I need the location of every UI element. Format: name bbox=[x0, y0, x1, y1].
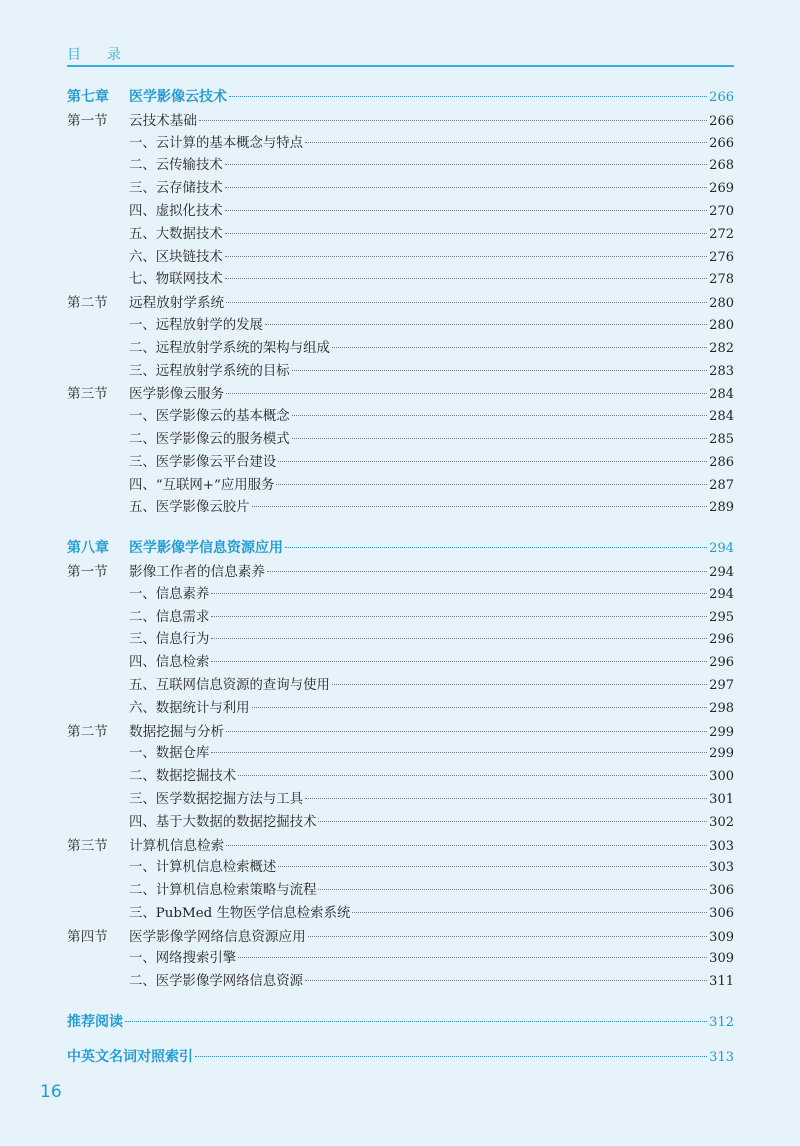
section-number: 第一节 bbox=[67, 112, 108, 129]
recommended-reading-entry[interactable] bbox=[67, 1011, 734, 1034]
section-entry[interactable] bbox=[67, 291, 734, 314]
item-label: 二、数据挖掘技术 bbox=[129, 769, 237, 785]
dot-leader bbox=[352, 911, 707, 913]
toc-item[interactable] bbox=[67, 246, 734, 269]
page-ref: 268 bbox=[709, 158, 734, 174]
toc-item[interactable] bbox=[67, 628, 734, 651]
chapter-title: 医学影像云技术 bbox=[129, 89, 227, 105]
page-ref: 294 bbox=[709, 564, 734, 580]
section-entry[interactable] bbox=[67, 720, 734, 743]
item-label: 三、医学数据挖掘方法与工具 bbox=[129, 791, 304, 807]
chapter-spacer bbox=[67, 1034, 734, 1046]
header-rule bbox=[67, 65, 734, 67]
page-ref: 266 bbox=[709, 90, 734, 105]
toc-item[interactable] bbox=[67, 879, 734, 902]
toc-item[interactable] bbox=[67, 583, 734, 606]
section-number: 第二节 bbox=[67, 723, 108, 740]
section-number: 第三节 bbox=[67, 386, 108, 403]
dot-leader bbox=[225, 255, 707, 257]
page-ref: 280 bbox=[709, 296, 734, 312]
dot-leader bbox=[225, 232, 707, 234]
page-ref: 299 bbox=[709, 746, 734, 762]
dot-leader bbox=[211, 637, 707, 639]
chapter-spacer bbox=[67, 519, 734, 537]
page-ref: 286 bbox=[709, 454, 734, 470]
page-ref: 299 bbox=[709, 724, 734, 740]
toc-item[interactable] bbox=[67, 742, 734, 765]
item-label: 四、基于大数据的数据挖掘技术 bbox=[129, 814, 317, 830]
item-label: 一、信息素养 bbox=[129, 586, 210, 602]
dot-leader bbox=[226, 301, 707, 303]
dot-leader bbox=[318, 888, 707, 890]
chapter-title: 医学影像学信息资源应用 bbox=[129, 540, 283, 557]
page-ref: 270 bbox=[709, 203, 734, 219]
dot-leader bbox=[195, 1055, 707, 1057]
dot-leader bbox=[225, 209, 707, 211]
dot-leader bbox=[226, 730, 707, 732]
section-entry[interactable] bbox=[67, 925, 734, 948]
page-ref: 311 bbox=[709, 974, 734, 990]
page-ref: 301 bbox=[709, 791, 734, 807]
chapter-number: 第七章 bbox=[67, 89, 109, 105]
toc-item[interactable] bbox=[67, 428, 734, 451]
dot-leader bbox=[305, 979, 707, 981]
dot-leader bbox=[252, 505, 708, 507]
page-ref: 284 bbox=[709, 387, 734, 403]
toc-item[interactable] bbox=[67, 674, 734, 697]
page-ref: 313 bbox=[709, 1049, 734, 1065]
toc-item[interactable] bbox=[67, 200, 734, 223]
header-word-2: 录 bbox=[107, 47, 121, 63]
dot-leader bbox=[226, 392, 707, 394]
toc-item[interactable] bbox=[67, 811, 734, 834]
item-label: 二、远程放射学系统的架构与组成 bbox=[129, 340, 330, 356]
section-title: 医学影像学网络信息资源应用 bbox=[129, 928, 306, 945]
dot-leader bbox=[292, 369, 707, 371]
dot-leader bbox=[211, 751, 707, 753]
toc-item[interactable] bbox=[67, 268, 734, 291]
toc-item[interactable] bbox=[67, 337, 734, 360]
dot-leader bbox=[238, 956, 707, 958]
dot-leader bbox=[305, 141, 707, 143]
chapter-8-entry[interactable] bbox=[67, 537, 734, 560]
dot-leader bbox=[211, 660, 707, 662]
item-label: 一、远程放射学的发展 bbox=[129, 317, 263, 333]
dot-leader bbox=[226, 844, 707, 846]
item-label: 六、区块链技术 bbox=[129, 249, 223, 265]
chapter-spacer bbox=[67, 993, 734, 1011]
running-header bbox=[67, 44, 734, 66]
section-number: 第三节 bbox=[67, 837, 108, 854]
dot-leader bbox=[252, 706, 708, 708]
item-label: 三、云存储技术 bbox=[129, 181, 223, 197]
item-label: 五、互联网信息资源的查询与使用 bbox=[129, 677, 330, 693]
page-ref: 303 bbox=[709, 860, 734, 876]
toc-item[interactable] bbox=[67, 223, 734, 246]
dot-leader bbox=[278, 460, 707, 462]
item-label: 二、计算机信息检索策略与流程 bbox=[129, 883, 317, 899]
dot-leader bbox=[332, 683, 707, 685]
dot-leader bbox=[267, 570, 707, 572]
item-label: 二、医学影像云的服务模式 bbox=[129, 431, 290, 447]
section-entry[interactable] bbox=[67, 109, 734, 132]
recommended-reading-title: 推荐阅读 bbox=[67, 1014, 123, 1031]
item-label: 三、信息行为 bbox=[129, 632, 210, 648]
toc-item[interactable] bbox=[67, 651, 734, 674]
page-ref: 266 bbox=[709, 113, 734, 129]
dot-leader bbox=[292, 414, 707, 416]
chapter-7-entry[interactable] bbox=[67, 86, 734, 109]
section-number: 第四节 bbox=[67, 928, 108, 945]
section-title: 云技术基础 bbox=[129, 112, 197, 129]
section-entry[interactable] bbox=[67, 382, 734, 405]
page-ref: 302 bbox=[709, 814, 734, 830]
dot-leader bbox=[305, 797, 707, 799]
toc-item[interactable] bbox=[67, 154, 734, 177]
item-label: 二、云传输技术 bbox=[129, 158, 223, 174]
section-number: 第二节 bbox=[67, 295, 108, 312]
page-ref: 289 bbox=[709, 500, 734, 516]
page-ref: 296 bbox=[709, 632, 734, 648]
dot-leader bbox=[285, 546, 707, 548]
page-ref: 300 bbox=[709, 769, 734, 785]
dot-leader bbox=[211, 615, 707, 617]
table-of-contents bbox=[67, 86, 734, 1069]
page-ref: 306 bbox=[709, 905, 734, 921]
page-ref: 266 bbox=[709, 135, 734, 151]
page-ref: 294 bbox=[709, 541, 734, 557]
section-title: 医学影像云服务 bbox=[129, 386, 225, 403]
page-ref: 276 bbox=[709, 249, 734, 265]
dot-leader bbox=[318, 820, 707, 822]
glossary-index-title: 中英文名词对照索引 bbox=[67, 1048, 193, 1065]
toc-item[interactable] bbox=[67, 856, 734, 879]
dot-leader bbox=[225, 277, 707, 279]
dot-leader bbox=[265, 323, 707, 325]
dot-leader bbox=[125, 1020, 707, 1022]
dot-leader bbox=[211, 592, 707, 594]
dot-leader bbox=[278, 865, 707, 867]
toc-item[interactable] bbox=[67, 496, 734, 519]
page-ref: 282 bbox=[709, 340, 734, 356]
dot-leader bbox=[276, 483, 707, 485]
page-ref: 287 bbox=[709, 477, 734, 493]
dot-leader bbox=[308, 935, 707, 937]
dot-leader bbox=[199, 119, 707, 121]
page-ref: 295 bbox=[709, 609, 734, 625]
item-label: 二、信息需求 bbox=[129, 609, 210, 625]
page-ref: 312 bbox=[709, 1015, 734, 1031]
toc-item[interactable] bbox=[67, 451, 734, 474]
page-ref: 297 bbox=[709, 677, 734, 693]
item-label: 一、数据仓库 bbox=[129, 746, 210, 762]
item-label: 四、虚拟化技术 bbox=[129, 203, 223, 219]
toc-item[interactable] bbox=[67, 474, 734, 497]
toc-item[interactable] bbox=[67, 360, 734, 383]
item-label: 七、物联网技术 bbox=[129, 272, 223, 288]
dot-leader bbox=[332, 346, 707, 348]
toc-item[interactable] bbox=[67, 314, 734, 337]
item-label: 三、远程放射学系统的目标 bbox=[129, 363, 290, 379]
page-ref: 280 bbox=[709, 317, 734, 333]
item-label: 五、医学影像云胶片 bbox=[129, 500, 250, 516]
item-label: 二、医学影像学网络信息资源 bbox=[129, 974, 304, 990]
item-label: 四、信息检索 bbox=[129, 655, 210, 671]
toc-item[interactable] bbox=[67, 405, 734, 428]
item-label: 一、网络搜索引擎 bbox=[129, 951, 237, 967]
dot-leader bbox=[225, 163, 707, 165]
toc-item[interactable] bbox=[67, 902, 734, 925]
item-label: 一、云计算的基本概念与特点 bbox=[129, 135, 304, 151]
chapter-number: 第八章 bbox=[67, 540, 109, 557]
toc-item[interactable] bbox=[67, 697, 734, 720]
dot-leader bbox=[225, 186, 707, 188]
item-label: 三、医学影像云平台建设 bbox=[129, 454, 277, 470]
section-title: 计算机信息检索 bbox=[129, 837, 225, 854]
page-ref: 303 bbox=[709, 838, 734, 854]
toc-item[interactable] bbox=[67, 970, 734, 993]
page-ref: 283 bbox=[709, 363, 734, 379]
item-label: 五、大数据技术 bbox=[129, 226, 223, 242]
section-title: 远程放射学系统 bbox=[129, 295, 225, 312]
item-label: 一、医学影像云的基本概念 bbox=[129, 409, 290, 425]
item-label: 三、PubMed 生物医学信息检索系统 bbox=[129, 905, 351, 921]
item-label: 一、计算机信息检索概述 bbox=[129, 860, 277, 876]
toc-item[interactable] bbox=[67, 788, 734, 811]
section-entry[interactable] bbox=[67, 834, 734, 857]
toc-item[interactable] bbox=[67, 947, 734, 970]
header-word-1: 目 bbox=[67, 47, 81, 63]
section-title: 数据挖掘与分析 bbox=[129, 723, 225, 740]
glossary-index-entry[interactable] bbox=[67, 1046, 734, 1069]
page-ref: 294 bbox=[709, 586, 734, 602]
page-ref: 306 bbox=[709, 883, 734, 899]
toc-item[interactable] bbox=[67, 765, 734, 788]
page-ref: 272 bbox=[709, 226, 734, 242]
dot-leader bbox=[292, 437, 707, 439]
item-label: 六、数据统计与利用 bbox=[129, 700, 250, 716]
section-entry[interactable] bbox=[67, 560, 734, 583]
section-title: 影像工作者的信息素养 bbox=[129, 563, 265, 580]
page-ref: 296 bbox=[709, 655, 734, 671]
toc-item[interactable] bbox=[67, 177, 734, 200]
page-ref: 278 bbox=[709, 272, 734, 288]
page-ref: 309 bbox=[709, 929, 734, 945]
section-number: 第一节 bbox=[67, 563, 108, 580]
toc-item[interactable] bbox=[67, 606, 734, 629]
dot-leader bbox=[238, 774, 707, 776]
toc-item[interactable] bbox=[67, 132, 734, 155]
page-ref: 285 bbox=[709, 431, 734, 447]
page-ref: 309 bbox=[709, 951, 734, 967]
page-ref: 269 bbox=[709, 181, 734, 197]
page-number: 16 bbox=[40, 1082, 62, 1102]
item-label: 四、“互联网+”应用服务 bbox=[129, 477, 275, 493]
page-ref: 284 bbox=[709, 409, 734, 425]
dot-leader bbox=[229, 95, 707, 97]
page-ref: 298 bbox=[709, 700, 734, 716]
